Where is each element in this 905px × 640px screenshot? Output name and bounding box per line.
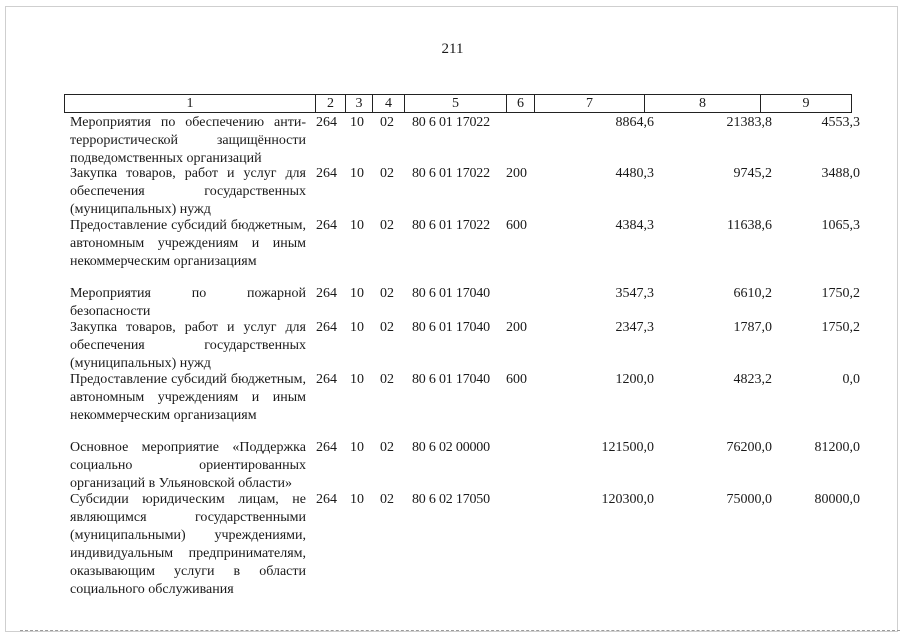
- header-col-9: 9: [760, 95, 851, 112]
- row-cell-3: 10: [350, 218, 364, 233]
- row-cell-8: 9745,2: [733, 166, 772, 181]
- row-cell-6: 600: [506, 218, 527, 233]
- row-name: Основное мероприятие «Поддержка социально ориентированных организаций в Ульяновской области»: [70, 440, 306, 491]
- row-cell-9: 1750,2: [821, 286, 860, 301]
- page-number: 211: [441, 41, 464, 57]
- row-cell-7: 1200,0: [615, 372, 654, 387]
- row-cell-8: 1787,0: [733, 320, 772, 335]
- row-cell-2: 264: [316, 492, 337, 507]
- table-row: [70, 165, 860, 219]
- row-cell-2: 264: [316, 115, 337, 130]
- row-cell-7: 3547,3: [615, 286, 654, 301]
- row-name: Мероприятия по пожарной безопасности: [70, 286, 306, 319]
- row-cell-3: 10: [350, 320, 364, 335]
- row-cell-6: [506, 491, 544, 599]
- row-cell-3: 10: [350, 440, 364, 455]
- row-cell-8: 6610,2: [733, 286, 772, 301]
- row-cell-3: 10: [350, 166, 364, 181]
- row-cell-4: 02: [380, 320, 394, 335]
- row-cell-8: 11638,6: [727, 218, 772, 233]
- row-cell-5: 80 6 01 17022: [412, 166, 490, 181]
- row-name: Мероприятия по обеспечению анти-террористической защищённости подведомственных организаций: [70, 115, 306, 166]
- row-cell-3: 10: [350, 115, 364, 130]
- row-cell-5: 80 6 01 17040: [412, 286, 490, 301]
- row-cell-9: 1750,2: [821, 320, 860, 335]
- row-cell-7: 121500,0: [601, 440, 654, 455]
- row-cell-9: 0,0: [842, 372, 860, 387]
- row-cell-8: 21383,8: [726, 115, 772, 130]
- row-cell-8: 4823,2: [733, 372, 772, 387]
- row-name: Предоставление субсидий бюджетным, автономным учреждениям и иным некоммерческим организациям: [70, 372, 306, 423]
- row-cell-7: 4384,3: [615, 218, 654, 233]
- bottom-divider: [20, 630, 900, 631]
- row-cell-2: 264: [316, 440, 337, 455]
- row-cell-9: 4553,3: [821, 115, 860, 130]
- row-cell-8: 76200,0: [726, 440, 772, 455]
- row-cell-2: 264: [316, 218, 337, 233]
- table-header: [64, 94, 852, 113]
- row-cell-2: 264: [316, 166, 337, 181]
- row-cell-4: 02: [380, 492, 394, 507]
- row-cell-6: 600: [506, 372, 527, 387]
- table-row: [70, 319, 860, 373]
- header-col-8: 8: [644, 95, 760, 112]
- row-cell-4: 02: [380, 166, 394, 181]
- row-cell-3: 10: [350, 286, 364, 301]
- row-cell-6: [506, 285, 544, 321]
- table-row: [70, 491, 860, 599]
- table-row: [70, 371, 860, 425]
- table-row: [70, 285, 860, 321]
- row-cell-5: 80 6 01 17040: [412, 372, 490, 387]
- row-cell-3: 10: [350, 492, 364, 507]
- row-cell-9: 81200,0: [814, 440, 860, 455]
- row-cell-7: 4480,3: [615, 166, 654, 181]
- row-cell-5: 80 6 01 17040: [412, 320, 490, 335]
- header-col-3: 3: [345, 95, 372, 112]
- header-col-2: 2: [315, 95, 345, 112]
- row-cell-2: 264: [316, 286, 337, 301]
- row-cell-4: 02: [380, 115, 394, 130]
- row-cell-3: 10: [350, 372, 364, 387]
- row-cell-5: 80 6 02 00000: [412, 440, 490, 455]
- header-col-4: 4: [372, 95, 404, 112]
- row-cell-4: 02: [380, 440, 394, 455]
- header-col-5: 5: [404, 95, 506, 112]
- header-col-7: 7: [534, 95, 644, 112]
- row-cell-5: 80 6 01 17022: [412, 218, 490, 233]
- row-cell-9: 3488,0: [821, 166, 860, 181]
- row-cell-7: 8864,6: [615, 115, 654, 130]
- row-cell-6: [506, 114, 544, 168]
- row-cell-5: 80 6 02 17050: [412, 492, 490, 507]
- table-row: [70, 217, 860, 271]
- row-cell-2: 264: [316, 320, 337, 335]
- row-cell-9: 1065,3: [821, 218, 860, 233]
- row-cell-4: 02: [380, 372, 394, 387]
- row-cell-7: 2347,3: [615, 320, 654, 335]
- row-name: Субсидии юридическим лицам, не являющимся государственными (муниципальными) учреждениями, индивидуальным предпринимателям, оказывающим услуги в области социального обслуживания: [70, 492, 306, 597]
- table-row: [70, 114, 860, 168]
- row-cell-4: 02: [380, 218, 394, 233]
- row-name: Закупка товаров, работ и услуг для обеспечения государственных (муниципальных) нужд: [70, 320, 306, 371]
- row-cell-9: 80000,0: [814, 492, 860, 507]
- row-cell-5: 80 6 01 17022: [412, 115, 490, 130]
- row-cell-7: 120300,0: [601, 492, 654, 507]
- table-row: [70, 439, 860, 493]
- row-cell-8: 75000,0: [726, 492, 772, 507]
- row-cell-6: [506, 439, 544, 493]
- row-cell-4: 02: [380, 286, 394, 301]
- row-name: Закупка товаров, работ и услуг для обеспечения государственных (муниципальных) нужд: [70, 166, 306, 217]
- row-name: Предоставление субсидий бюджетным, автономным учреждениям и иным некоммерческим организациям: [70, 218, 306, 269]
- row-cell-6: 200: [506, 166, 527, 181]
- row-cell-6: 200: [506, 320, 527, 335]
- row-cell-2: 264: [316, 372, 337, 387]
- header-col-6: 6: [506, 95, 534, 112]
- header-col-1: 1: [186, 96, 194, 111]
